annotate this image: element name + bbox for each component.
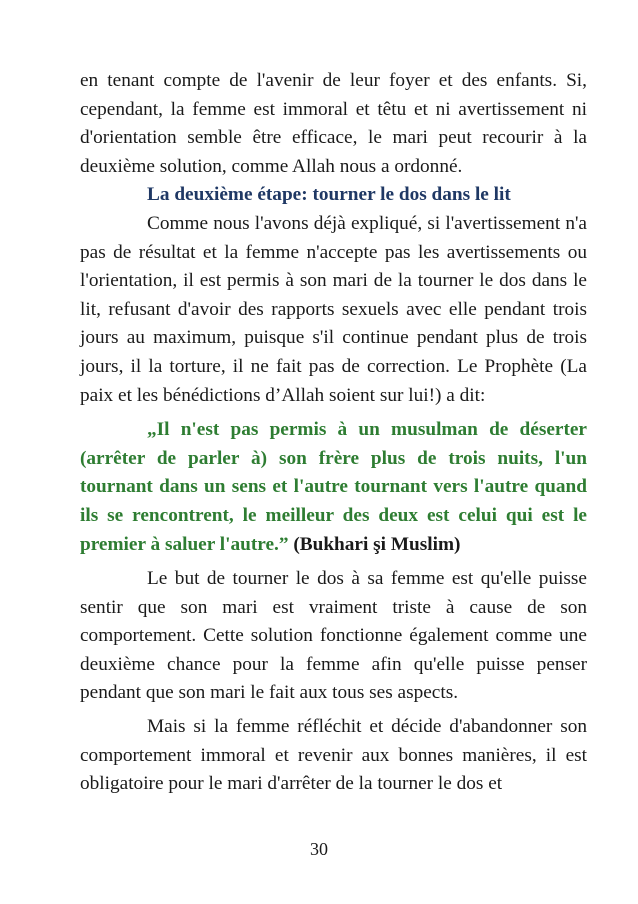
quote-source: (Bukhari şi Muslim) [293,533,461,555]
paragraph-intro: en tenant compte de l'avenir de leur foyer et des enfants. Si, cependant, la femme est immoral et têtu et ni avertissement ni d'orientation semble être efficace, le mari peut recourir à la deuxième solution, comme Allah nous a ordonné. [80,70,587,177]
section-heading: La deuxième étape: tourner le dos dans le lit [147,184,511,206]
page-body [80,67,587,799]
quote-text: „Il n'est pas permis à un musulman de déserter (arrêter de parler à) son frère plus de trois nuits, l'un tournant dans un sens et l'autre tournant vers l'autre quand ils se rencontrent, le meilleur des deux est celui qui est le premier à saluer l'autre.” [80,419,587,555]
paragraph-fifth: Mais si la femme réfléchit et décide d'abandonner son comportement immoral et revenir aux bonnes manières, il est obligatoire pour le mari d'arrêter de la tourner le dos et [80,716,587,795]
paragraph-fourth: Le but de tourner le dos à sa femme est qu'elle puisse sentir que son mari est vraiment triste à cause de son comportement. Cette solution fonctionne également comme une deuxième chance pour la femme afin qu'elle puisse penser pendant que son mari le fait aux tous ses aspects. [80,568,587,704]
hadith-quote [80,416,587,559]
page-number: 30 [310,839,328,859]
paragraph-second: Comme nous l'avons déjà expliqué, si l'avertissement n'a pas de résultat et la femme n'accepte pas les avertissements ou l'orientation, il est permis à son mari de la tourner le dos dans le lit, refusant d'avoir des rapports sexuels avec elle pendant trois jours au maximum, puisque s'il continue pendant plus de trois jours, il la torture, il ne fait pas de correction. Le Prophète (La paix et les bénédictions d’Allah soient sur lui!) a dit: [80,212,587,406]
